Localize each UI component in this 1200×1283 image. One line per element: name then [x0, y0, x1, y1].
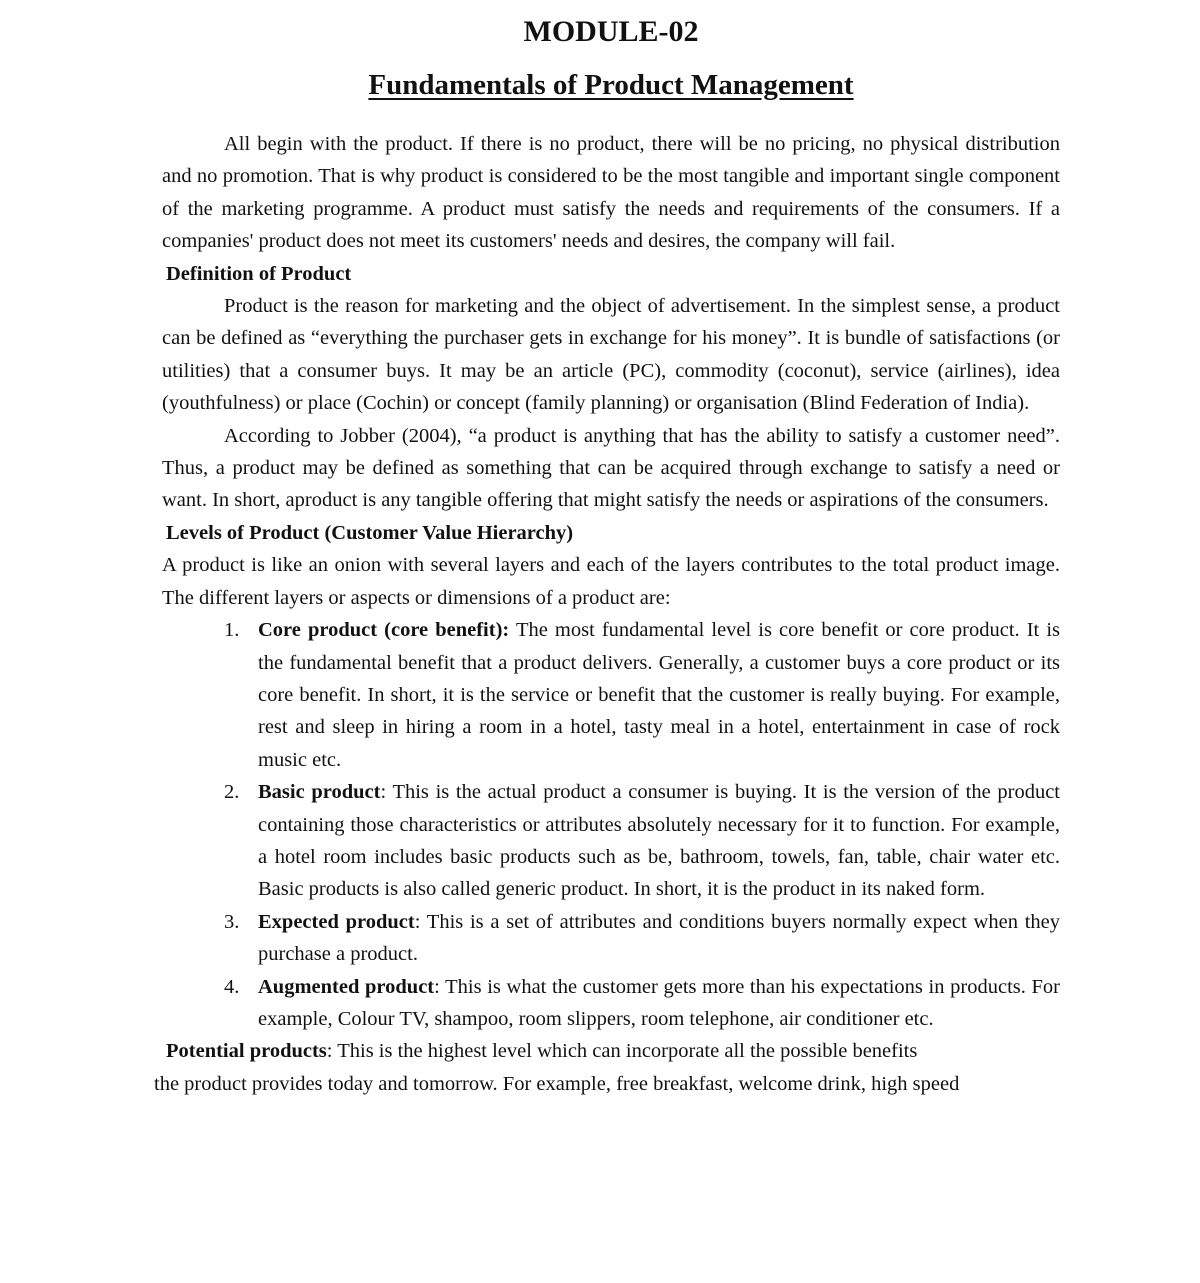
list-text: : This is a set of attributes and conditions buyers normally expect when they purchase a product. — [258, 910, 1060, 966]
list-number: 3. — [224, 910, 240, 933]
list-item — [224, 971, 1061, 1036]
module-title: MODULE-02 — [523, 15, 699, 48]
definition-paragraph-1: Product is the reason for marketing and the object of advertisement. In the simplest sense, a product can be defined as “everything the purchaser gets in exchange for his money”. It is bundle of satisfactions (or utilities) that a consumer buys. It may be an article (PC), commodity (coconut), service (airlines), idea (youthfulness) or place (Cochin) or concept (family planning) or organisation (Blind Federation of India). — [162, 295, 1060, 415]
list-term: Augmented product — [258, 975, 435, 998]
list-term: Core product (core benefit): — [258, 619, 510, 642]
intro-paragraph: All begin with the product. If there is no product, there will be no pricing, no physical distribution and no promotion. That is why product is considered to be the most tangible and important single component of the marketing programme. A product must satisfy the needs and requirements of the consumers. If a companies' product does not meet its customers' needs and desires, the company will fail. — [162, 133, 1060, 253]
definition-paragraph-2: According to Jobber (2004), “a product is anything that has the ability to satisfy a customer need”. Thus, a product may be defined as something that can be acquired through exchange to satisfy a need or want. In short, aproduct is any tangible offering that might satisfy the needs or aspirations of the consumers. — [162, 424, 1060, 512]
list-text: : This is the actual product a consumer is buying. It is the version of the product containing those characteristics or attributes absolutely necessary for it to function. For example, a hotel room includes basic products such as be, bathroom, towels, fan, table, chair water etc. Basic products is also called generic product. In short, it is the product in its naked form. — [258, 781, 1060, 901]
list-number: 2. — [224, 781, 240, 804]
list-number: 4. — [224, 975, 240, 998]
potential-text-line-2: the product provides today and tomorrow. For example, free breakfast, welcome drink, high speed — [154, 1072, 960, 1095]
levels-list — [162, 614, 1060, 1035]
potential-term: Potential products — [166, 1040, 327, 1063]
list-text: The most fundamental level is core benefit or core product. It is the fundamental benefit that a product delivers. Generally, a customer buys a core product or its core benefit. In short, it is the service or benefit that the customer is really buying. For example, rest and sleep in hiring a room in a hotel, tasty meal in a hotel, entertainment in case of rock music etc. — [258, 619, 1060, 771]
list-term: Basic product — [258, 781, 381, 804]
document-title: Fundamentals of Product Management — [368, 69, 854, 101]
potential-paragraph — [166, 1035, 1060, 1067]
levels-intro: A product is like an onion with several layers and each of the layers contributes to the total product image. The different layers or aspects or dimensions of a product are: — [162, 554, 1060, 609]
list-item — [224, 906, 1060, 971]
list-text: : This is what the customer gets more than his expectations in products. For example, Colour TV, shampoo, room slippers, room telephone, air conditioner etc. — [258, 975, 1061, 1030]
list-number: 1. — [224, 619, 240, 642]
list-item — [224, 776, 1060, 906]
potential-text-line-1: : This is the highest level which can incorporate all the possible benefits — [326, 1040, 918, 1063]
list-term: Expected product — [258, 910, 415, 933]
list-item — [224, 614, 1060, 776]
levels-heading: Levels of Product (Customer Value Hierarchy) — [166, 521, 574, 544]
definition-heading: Definition of Product — [166, 262, 352, 285]
